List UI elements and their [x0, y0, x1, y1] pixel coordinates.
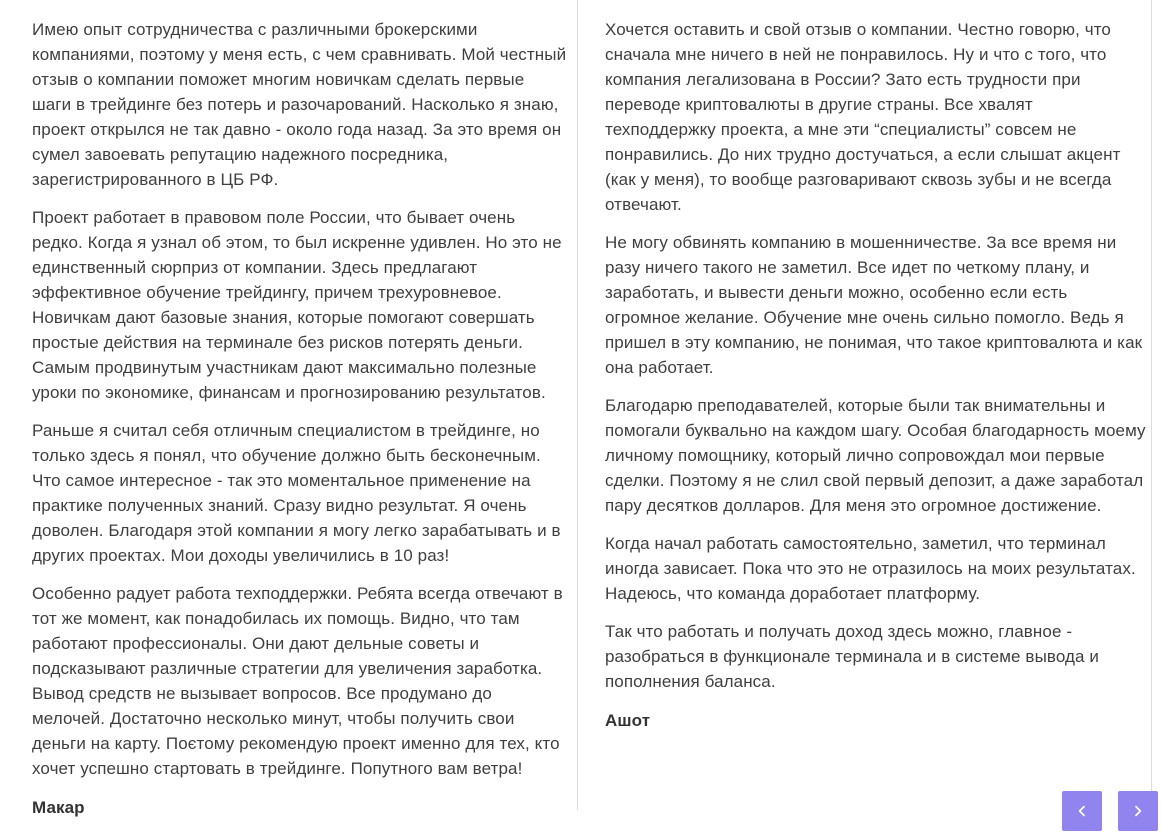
next-slide-button[interactable] — [1118, 791, 1158, 831]
review-paragraph: Имею опыт сотрудничества с различными брокерскими компаниями, поэтому у меня есть, с чем сравнивать. Мой честный отзыв о компании поможет многим новичкам сделать первые шаги в трейдинге без потерь и разочарований. Насколько я знаю, проект открылся не так давно - около года назад. За это время он сумел завоевать репутацию надежного посредника, зарегистрированного в ЦБ РФ. — [32, 20, 567, 189]
chevron-right-icon — [1130, 803, 1146, 819]
chevron-left-icon — [1074, 803, 1090, 819]
slide-divider — [1151, 0, 1152, 810]
review-paragraph: Когда начал работать самостоятельно, заметил, что терминал иногда зависает. Пока что это не отразилось на моих результатах. Надеюсь, что команда доработает платформу. — [605, 534, 1136, 603]
review-author: Макар — [32, 798, 85, 817]
review-paragraph: Хочется оставить и свой отзыв о компании. Честно говорю, что сначала мне ничего в ней не понравилось. Ну и что с того, что компания легализована в России? Зато есть трудности при переводе криптовалюты в другие страны. Все хвалят техподдержку проекта, а мне эти “специалисты” совсем не понравились. До них трудно достучаться, а если слышат акцент (как у меня), то вообще разговаривают сквозь зубы и не всегда отвечают. — [605, 20, 1121, 214]
review-card-makar — [2, 0, 577, 820]
review-paragraph: Особенно радует работа техподдержки. Ребята всегда отвечают в тот же момент, как понадобилась их помощь. Видно, что там работают профессионалы. Они дают дельные советы и подсказывают различные стратегии для увеличения заработка. Вывод средств не вызывает вопросов. Все продумано до мелочей. Достаточно несколько минут, чтобы получить свои деньги на карту. Поєтому рекомендую проект именно для тех, кто хочет успешно стартовать в трейдинге. Попутного вам ветра! — [32, 584, 563, 778]
prev-slide-button[interactable] — [1062, 791, 1102, 831]
slide-divider — [577, 0, 578, 810]
review-paragraph: Не могу обвинять компанию в мошенничестве. За все время ни разу ничего такого не заметил. Все идет по четкому плану, и заработать, и вывести деньги можно, особенно если есть огромное желание. Обучение мне очень сильно помогло. Ведь я пришел в эту компанию, не понимая, что такое криптовалюта и как она работает. — [605, 233, 1143, 377]
review-paragraph: Благодарю преподавателей, которые были так внимательны и помогали буквально на каждом шагу. Особая благодарность моему личному помощнику, который лично сопровождал мои первые сделки. Поэтому я не слил свой первый депозит, а даже заработал пару десятков долларов. Для меня это огромное достижение. — [605, 396, 1146, 515]
review-card-ashot — [578, 0, 1153, 733]
review-paragraph: Так что работать и получать доход здесь можно, главное - разобраться в функционале терминала и в системе вывода и пополнения баланса. — [605, 622, 1100, 691]
review-paragraph: Раньше я считал себя отличным специалистом в трейдинге, но только здесь я понял, что обучение должно быть бесконечным. Что самое интересное - так это моментальное применение на практике полученных знаний. Сразу видно результат. Я очень доволен. Благодаря этой компании я могу легко зарабатывать и в других проектах. Мои доходы увеличились в 10 раз! — [32, 421, 561, 565]
review-paragraph: Проект работает в правовом поле России, что бывает очень редко. Когда я узнал об этом, то был искренне удивлен. Но это не единственный сюрприз от компании. Здесь предлагают эффективное обучение трейдингу, причем трехуровневое. Новичкам дают базовые знания, которые помогают совершать простые действия на терминале без рисков потерять деньги. Самым продвинутым участникам дают максимально полезные уроки по экономике, финансам и прогнозированию результатов. — [32, 208, 562, 402]
review-author: Ашот — [605, 711, 651, 730]
